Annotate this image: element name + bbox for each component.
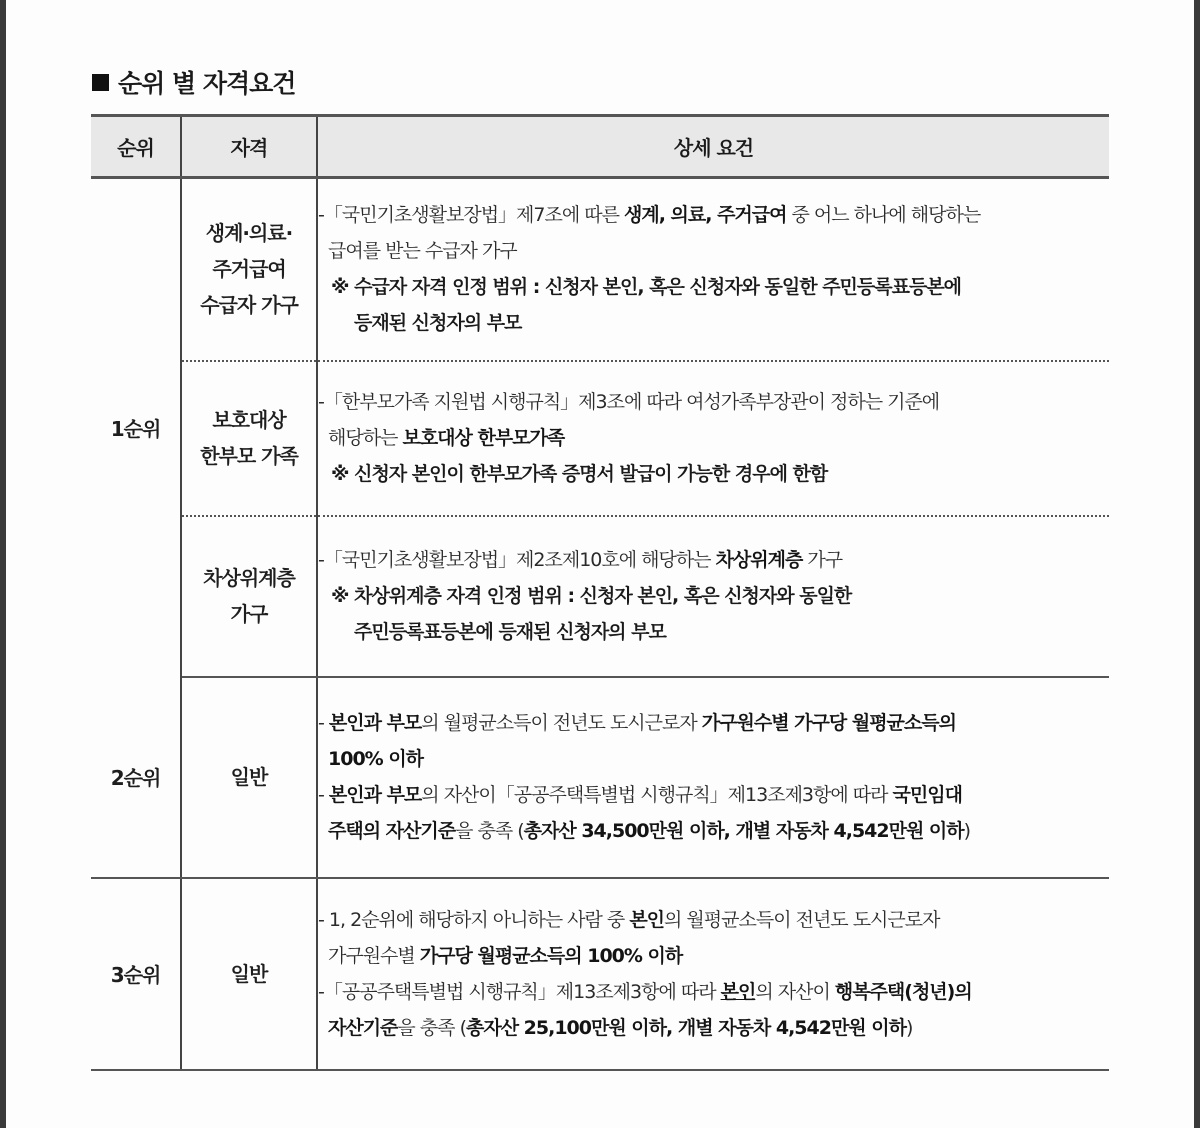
- section-title: [92, 64, 295, 100]
- text-run: 중 어느 하나에 해당하는: [786, 204, 981, 227]
- section-title-text: 순위 별 자격요건: [118, 69, 296, 98]
- detail-cell: [317, 178, 1109, 361]
- text-run: 의 월평균소득이 전년도 도시근로자: [664, 908, 940, 931]
- qualification-line: 가구: [230, 602, 268, 626]
- note-line: [318, 456, 1109, 492]
- requirement-line: [318, 902, 1109, 938]
- text-run: -「공공주택특별법 시행규칙」제13조제3항에 따라: [318, 980, 721, 1003]
- text-run: ※ 신청자 본인이 한부모가족 증명서 발급이 가능한 경우에 한함: [331, 463, 828, 485]
- emphasis-text: 총자산 25,100만원 이하, 개별 자동차 4,542만원 이하: [465, 1016, 906, 1039]
- text-run: 가구원수별: [328, 944, 420, 967]
- text-run: 가구: [802, 549, 843, 571]
- requirement-line: [318, 384, 1109, 420]
- note-line: [318, 305, 1109, 341]
- detail-cell: [317, 361, 1109, 516]
- text-run: 해당하는: [328, 427, 403, 449]
- header-details: 상세 요건: [317, 116, 1109, 178]
- detail-cell: [317, 878, 1109, 1070]
- emphasis-text: 주택의 자산기준: [328, 820, 456, 842]
- emphasis-text: 자산기준: [328, 1016, 398, 1039]
- emphasis-text: 100% 이하: [328, 748, 424, 770]
- qualification-cell: [181, 677, 317, 878]
- text-run: -: [318, 784, 329, 806]
- emphasis-text: 본인: [629, 908, 665, 931]
- emphasis-text: 보호대상 한부모가족: [402, 427, 565, 449]
- qualification-cell: [181, 516, 317, 677]
- qualification-line: 일반: [230, 765, 268, 789]
- qualification-cell: [181, 178, 317, 361]
- text-run: -「국민기초생활보장법」제7조에 따른: [318, 204, 624, 227]
- requirement-line: [318, 542, 1109, 578]
- qualification-line: 생계·의료·: [205, 221, 293, 246]
- black-square-icon: [92, 74, 109, 91]
- text-run: ※ 차상위계층 자격 인정 범위 : 신청자 본인, 혹은 신청자와 동일한: [331, 585, 852, 607]
- requirement-line: [318, 705, 1109, 741]
- text-run: -「국민기초생활보장법」제2조제10호에 해당하는: [318, 549, 716, 571]
- rank-cell: 2순위: [91, 677, 181, 878]
- emphasis-text: 본인과 부모: [328, 712, 422, 734]
- qualification-line: 수급자 가구: [200, 293, 298, 318]
- text-run: 주민등록표등본에 등재된 신청자의 부모: [354, 621, 666, 643]
- emphasis-text: 가구원수별 가구당 월평균소득의: [701, 712, 956, 734]
- text-run: 급여를 받는 수급자 가구: [328, 240, 517, 263]
- table-row: [91, 878, 1109, 1070]
- rank-cell: 3순위: [91, 878, 181, 1070]
- qualification-line: 일반: [230, 961, 268, 986]
- emphasis-text: 행복주택(청년)의: [834, 980, 972, 1003]
- text-run: 의 자산이: [755, 980, 835, 1003]
- emphasis-text: 국민임대: [892, 784, 962, 806]
- text-run: ): [905, 1016, 913, 1039]
- qualification-line: 차상위계층: [203, 566, 295, 590]
- table-header-row: [91, 116, 1109, 178]
- detail-cell: [317, 677, 1109, 878]
- text-run: 의 월평균소득이 전년도 도시근로자: [421, 712, 702, 734]
- table-row: [91, 516, 1109, 677]
- note-line: [318, 578, 1109, 614]
- requirement-line: [318, 974, 1109, 1010]
- text-run: 을 충족 (: [397, 1016, 466, 1039]
- qualification-cell: [181, 361, 317, 516]
- table-body: [91, 178, 1109, 1070]
- emphasis-text: 본인과 부모: [328, 784, 422, 806]
- text-run: ※ 수급자 자격 인정 범위 : 신청자 본인, 혹은 신청자와 동일한 주민등록표등본에: [331, 276, 962, 299]
- requirement-line: [318, 197, 1109, 233]
- header-qualification: 자격: [181, 116, 317, 178]
- requirement-line: [318, 233, 1109, 269]
- qualification-line: 한부모 가족: [200, 444, 298, 468]
- qualification-line: 주거급여: [212, 257, 286, 282]
- table-row: [91, 178, 1109, 361]
- emphasis-text: 생계, 의료, 주거급여: [623, 204, 787, 227]
- note-line: [318, 269, 1109, 305]
- requirement-line: [318, 938, 1109, 974]
- text-run: 등재된 신청자의 부모: [354, 312, 522, 335]
- emphasis-text: 차상위계층: [715, 549, 803, 571]
- text-run: -「한부모가족 지원법 시행규칙」제3조에 따라 여성가족부장관이 정하는 기준에: [318, 391, 940, 413]
- qualification-line: 보호대상: [212, 408, 286, 432]
- requirement-line: [318, 813, 1109, 849]
- text-run: - 1, 2순위에 해당하지 아니하는 사람 중: [318, 908, 630, 931]
- page-edge-right: [1194, 0, 1200, 1128]
- requirement-line: [318, 741, 1109, 777]
- page-edge-left: [0, 0, 6, 1128]
- text-run: -: [318, 712, 329, 734]
- table-row: [91, 361, 1109, 516]
- emphasis-text: 본인: [720, 980, 756, 1003]
- header-rank: 순위: [91, 116, 181, 178]
- requirement-line: [318, 1010, 1109, 1046]
- emphasis-text: 가구당 월평균소득의 100% 이하: [419, 944, 683, 967]
- text-run: 의 자산이「공공주택특별법 시행규칙」제13조제3항에 따라: [421, 784, 893, 806]
- text-run: ): [963, 820, 971, 842]
- note-line: [318, 614, 1109, 650]
- rank-cell: 1순위: [91, 178, 181, 677]
- eligibility-table: [91, 114, 1109, 1071]
- emphasis-text: 총자산 34,500만원 이하, 개별 자동차 4,542만원 이하: [523, 820, 964, 842]
- text-run: 을 충족 (: [455, 820, 524, 842]
- requirement-line: [318, 777, 1109, 813]
- requirement-line: [318, 420, 1109, 456]
- detail-cell: [317, 516, 1109, 677]
- qualification-cell: [181, 878, 317, 1070]
- table-row: [91, 677, 1109, 878]
